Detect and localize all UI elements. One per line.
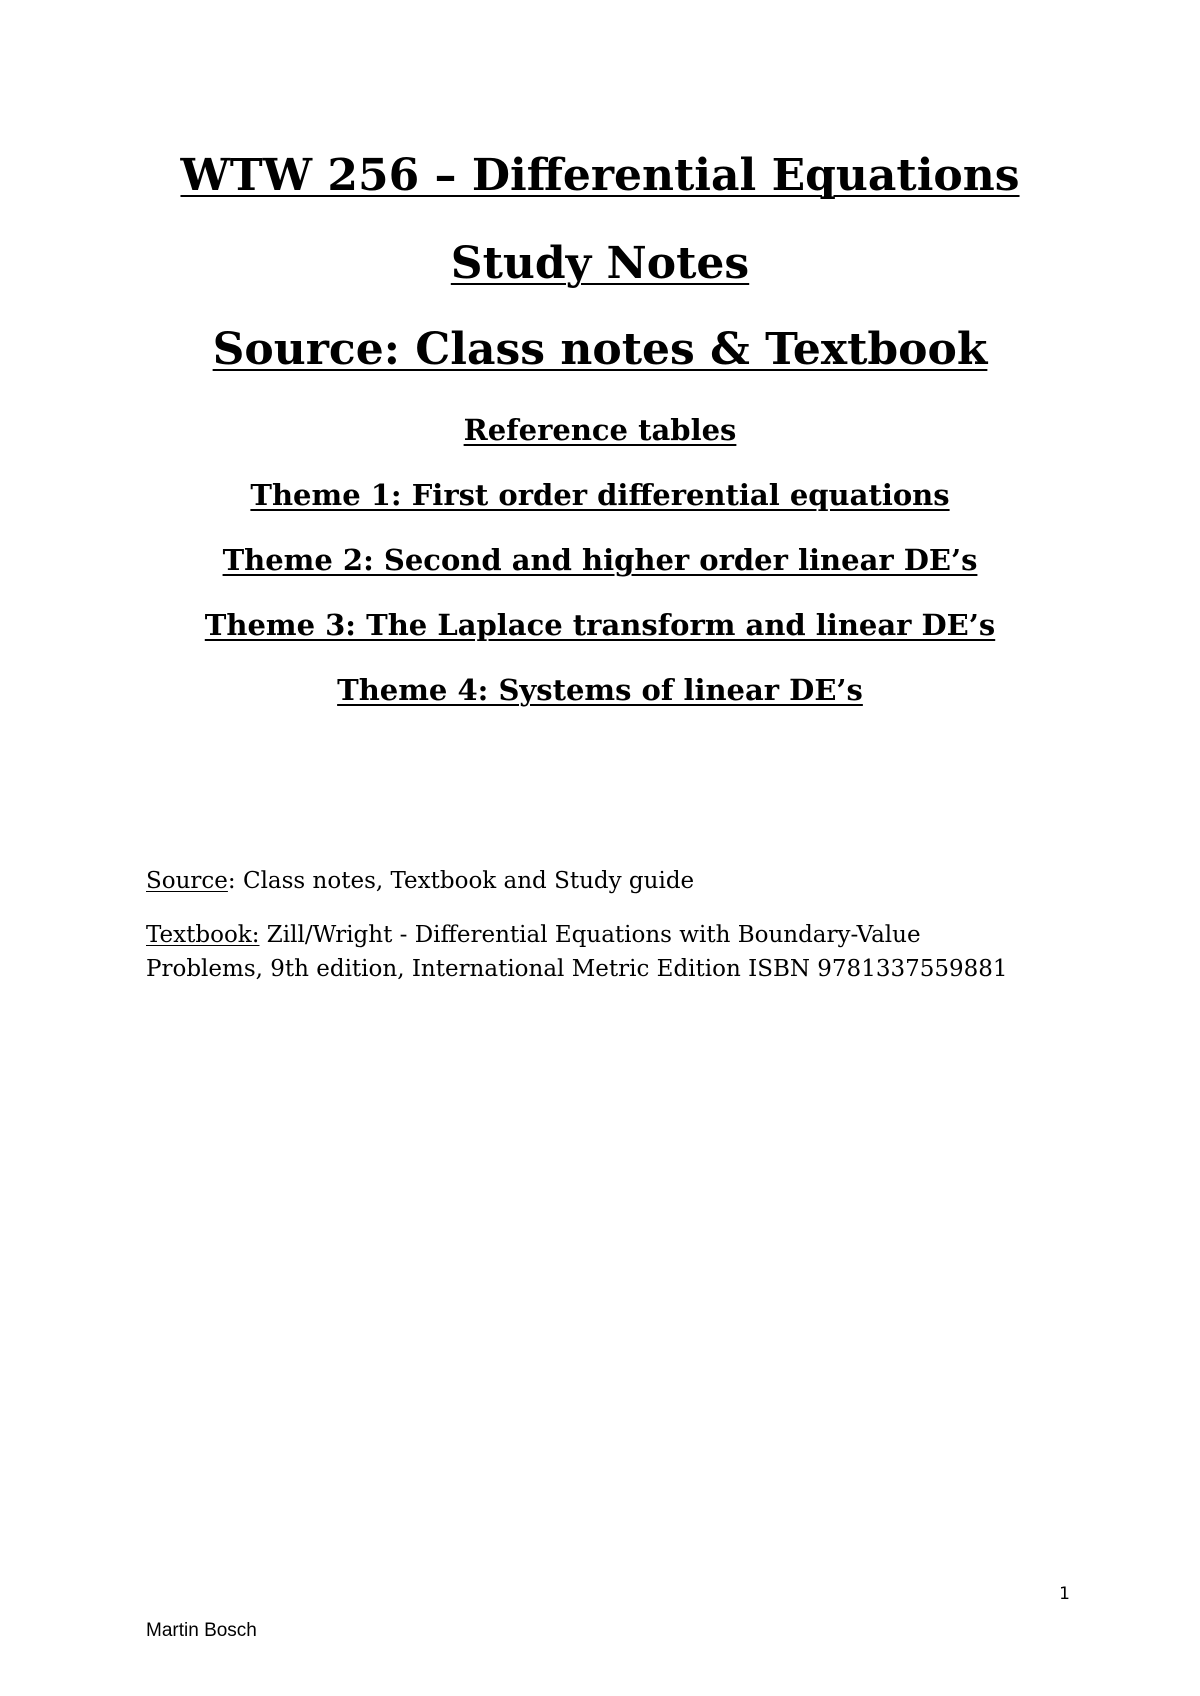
footer-author: Martin Bosch xyxy=(146,1620,257,1641)
contents-item-reference-tables: Reference tables xyxy=(463,413,737,447)
textbook-label: Textbook: xyxy=(146,922,260,948)
contents-item-theme-1: Theme 1: First order differential equations xyxy=(250,478,950,512)
contents-item-theme-3: Theme 3: The Laplace transform and linear DE’s xyxy=(204,608,996,642)
page-number: 1 xyxy=(1059,1584,1070,1604)
document-title: WTW 256 – Differential Equations xyxy=(180,150,1020,201)
document-subtitle: Study Notes xyxy=(450,238,750,289)
contents-item-theme-4: Theme 4: Systems of linear DE’s xyxy=(337,673,863,707)
source-heading: Source: Class notes & Textbook xyxy=(212,324,988,375)
textbook-paragraph xyxy=(146,918,1086,986)
textbook-text-line-1: Zill/Wright - Differential Equations with Boundary-Value xyxy=(259,922,921,948)
source-text: Class notes, Textbook and Study guide xyxy=(235,868,695,894)
source-separator: : xyxy=(227,868,236,894)
source-label: Source xyxy=(146,868,228,894)
textbook-text-line-2: Problems, 9th edition, International Metric Edition ISBN 9781337559881 xyxy=(146,956,1008,982)
contents-item-theme-2: Theme 2: Second and higher order linear DE’s xyxy=(222,543,978,577)
textbook-line-1 xyxy=(146,918,1086,952)
source-paragraph xyxy=(146,864,1086,898)
